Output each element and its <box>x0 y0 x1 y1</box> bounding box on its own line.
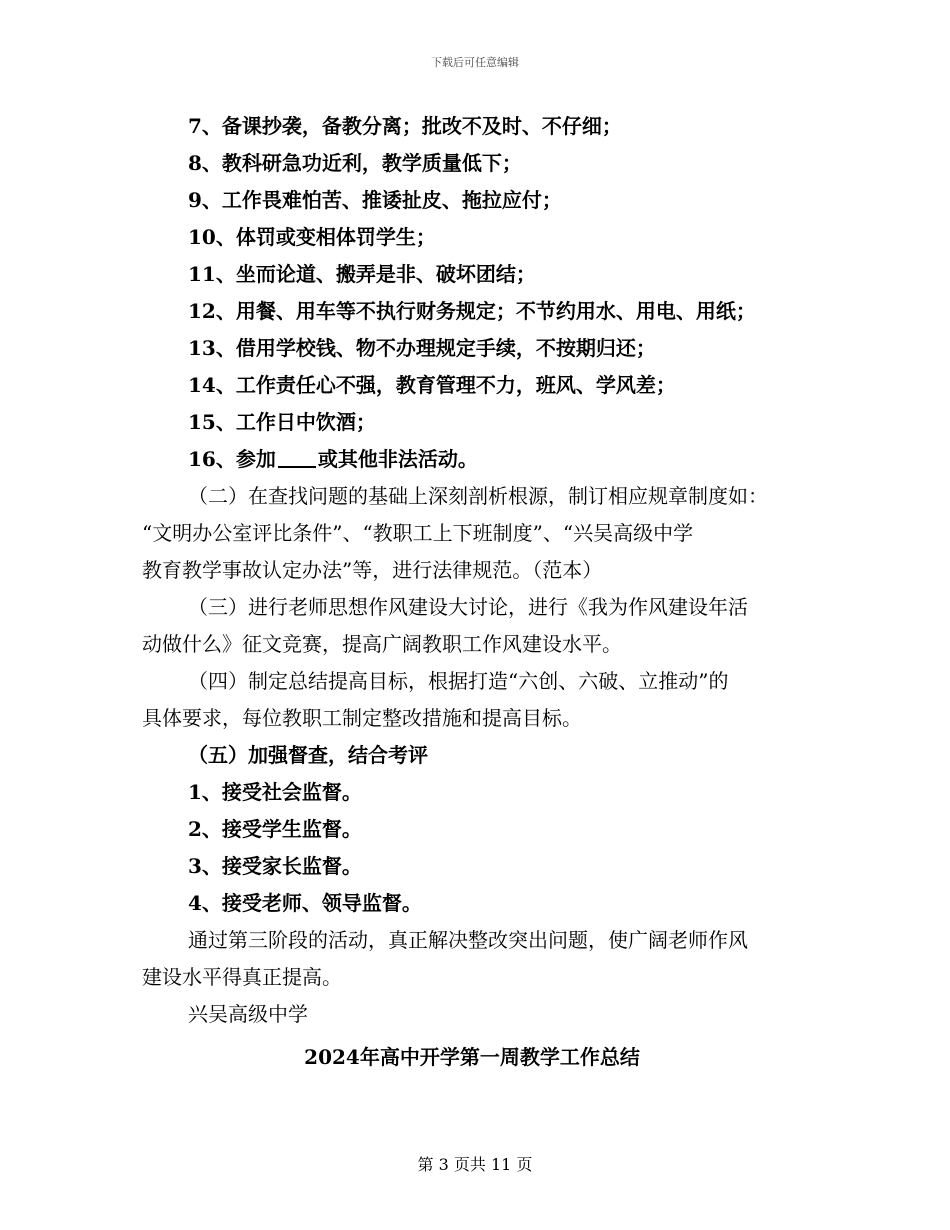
next-document-title: 2024年高中开学第一周教学工作总结 <box>304 1045 640 1069</box>
paragraph-4-line: 具体要求，每位教职工制定整改措施和提高目标。 <box>142 706 582 730</box>
conclusion-line: 通过第三阶段的活动，真正解决整改突出问题，使广阔老师作风 <box>188 928 748 952</box>
list-item: 7、备课抄袭，备教分离；批改不及时、不仔细； <box>188 114 622 138</box>
signature: 兴吴高级中学 <box>188 1002 308 1026</box>
paragraph-3-line: （三）进行老师思想作风建设大讨论，进行《我为作风建设年活 <box>188 595 748 619</box>
header-note: 下载后可任意编辑 <box>431 56 519 69</box>
list-item: 14、工作责任心不强，教育管理不力，班风、学风差； <box>188 373 676 397</box>
paragraph-2-line: 教育教学事故认定办法”等，进行法律规范。（范本） <box>142 558 603 582</box>
document-body <box>142 108 802 1076</box>
list-item-16-before: 16、参加 <box>188 447 276 471</box>
list-item: 12、用餐、用车等不执行财务规定；不节约用水、用电、用纸； <box>188 299 756 323</box>
supervision-item: 1、接受社会监督。 <box>188 780 362 804</box>
page-footer: 第 3 页共 11 页 <box>417 1155 533 1174</box>
section-5-heading: （五）加强督查，结合考评 <box>188 743 428 767</box>
list-item: 15、工作日中饮酒； <box>188 410 376 434</box>
list-item: 11、坐而论道、搬弄是非、破坏团结； <box>188 262 536 286</box>
paragraph-3-line: 动做什么》征文竞赛，提高广阔教职工作风建设水平。 <box>142 632 622 656</box>
list-item-16 <box>142 441 802 478</box>
list-item: 8、教科研急功近利，教学质量低下； <box>188 151 522 175</box>
list-item: 13、借用学校钱、物不办理规定手续，不按期归还； <box>188 336 656 360</box>
supervision-item: 2、接受学生监督。 <box>188 817 362 841</box>
paragraph-2-line: （二）在查找问题的基础上深刻剖析根源，制订相应规章制度如： <box>188 484 768 508</box>
list-item-16-after: 或其他非法活动。 <box>317 447 478 471</box>
paragraph-4-line: （四）制定总结提高目标，根据打造“六创、六破、立推动”的 <box>188 669 729 693</box>
list-item: 9、工作畏难怕苦、推诿扯皮、拖拉应付； <box>188 188 562 212</box>
supervision-item: 4、接受老师、领导监督。 <box>188 891 422 915</box>
fill-blank <box>278 448 316 468</box>
list-item: 10、体罚或变相体罚学生； <box>188 225 436 249</box>
conclusion-line: 建设水平得真正提高。 <box>142 965 342 989</box>
paragraph-2-line: “文明办公室评比条件”、“教职工上下班制度”、“兴吴高级中学 <box>142 521 694 545</box>
supervision-item: 3、接受家长监督。 <box>188 854 362 878</box>
